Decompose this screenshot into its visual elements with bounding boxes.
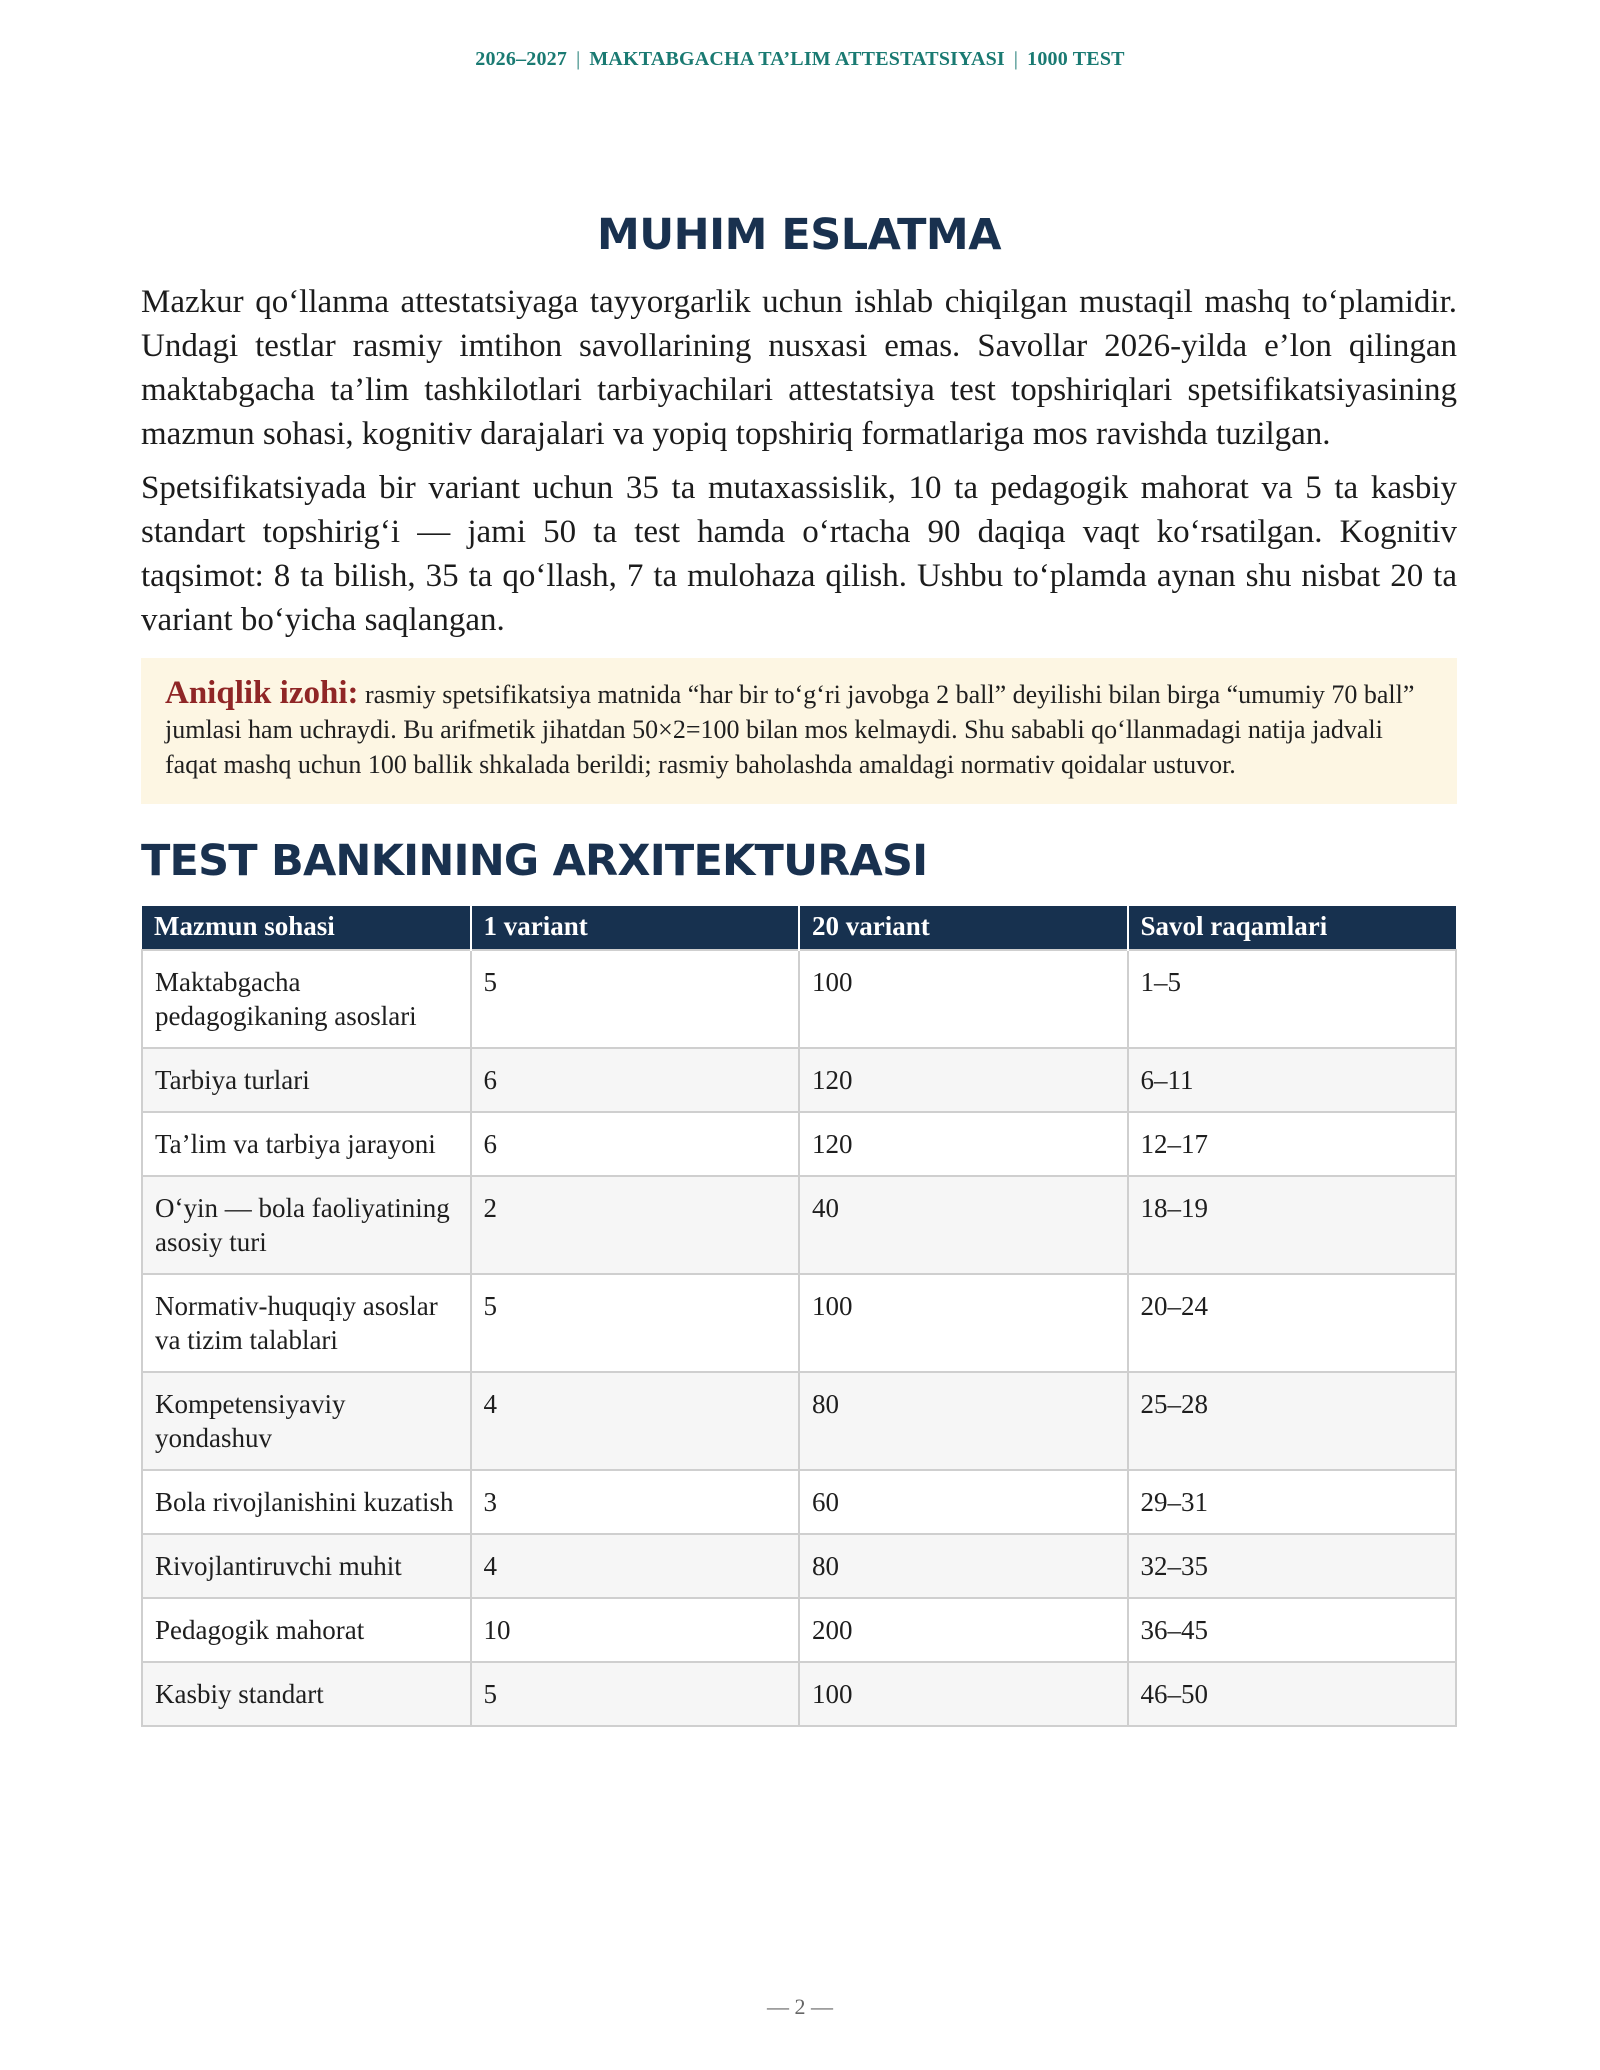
page-number: — 2 — — [767, 1994, 833, 2019]
cell-domain: Normativ-huquqiy asoslar va tizim talablari — [142, 1274, 471, 1372]
header-separator: | — [576, 48, 581, 70]
cell-domain: O‘yin — bola faoliyatining asosiy turi — [142, 1176, 471, 1274]
cell-question-numbers: 1–5 — [1128, 950, 1457, 1048]
cell-question-numbers: 6–11 — [1128, 1048, 1457, 1112]
cell-twenty-variants: 200 — [799, 1598, 1128, 1662]
cell-one-variant: 4 — [471, 1372, 800, 1470]
column-header-domain: Mazmun sohasi — [142, 906, 471, 950]
cell-one-variant: 2 — [471, 1176, 800, 1274]
column-header-question-numbers: Savol raqamlari — [1128, 906, 1457, 950]
cell-twenty-variants: 120 — [799, 1112, 1128, 1176]
cell-question-numbers: 32–35 — [1128, 1534, 1457, 1598]
cell-twenty-variants: 40 — [799, 1176, 1128, 1274]
cell-twenty-variants: 100 — [799, 1662, 1128, 1726]
header-title: MAKTABGACHA TA’LIM ATTESTATSIYASI — [589, 48, 1005, 70]
cell-twenty-variants: 80 — [799, 1534, 1128, 1598]
cell-domain: Pedagogik mahorat — [142, 1598, 471, 1662]
table-row — [142, 1048, 1456, 1112]
cell-twenty-variants: 80 — [799, 1372, 1128, 1470]
header-year: 2026–2027 — [475, 48, 568, 70]
cell-question-numbers: 46–50 — [1128, 1662, 1457, 1726]
cell-twenty-variants: 100 — [799, 950, 1128, 1048]
cell-one-variant: 5 — [471, 950, 800, 1048]
table-header-row — [142, 906, 1456, 950]
accuracy-note-label: Aniqlik izohi: — [165, 675, 359, 711]
cell-domain: Maktabgacha pedagogikaning asoslari — [142, 950, 471, 1048]
cell-twenty-variants: 100 — [799, 1274, 1128, 1372]
cell-question-numbers: 20–24 — [1128, 1274, 1457, 1372]
cell-one-variant: 4 — [471, 1534, 800, 1598]
section-title: TEST BANKINING ARXITEKTURASI — [141, 836, 928, 886]
cell-question-numbers: 36–45 — [1128, 1598, 1457, 1662]
cell-one-variant: 10 — [471, 1598, 800, 1662]
cell-domain: Tarbiya turlari — [142, 1048, 471, 1112]
table-row — [142, 950, 1456, 1048]
cell-one-variant: 5 — [471, 1662, 800, 1726]
cell-domain: Kasbiy standart — [142, 1662, 471, 1726]
accuracy-note-text: rasmiy spetsifikatsiya matnida “har bir to‘g‘ri javobga 2 ball” deyilishi bilan birga “umumiy 70 ball” jumlasi ham uchraydi. Bu arifmetik jihatdan 50×2=100 bilan mos kelmaydi. Shu sababli qo‘llanmadagi natija jadvali faqat mashq uchun 100 ballik shkalada berildi; rasmiy baholashda amaldagi normativ qoidalar ustuvor. — [165, 680, 1415, 779]
table-row — [142, 1598, 1456, 1662]
notice-paragraph: Spetsifikatsiyada bir variant uchun 35 ta mutaxassislik, 10 ta pedagogik mahorat va 5 ta kasbiy standart topshirig‘i — jami 50 ta test hamda o‘rtacha 90 daqiqa vaqt ko‘rsatilgan. Kognitiv taqsimot: 8 ta bilish, 35 ta qo‘llash, 7 ta mulohaza qilish. Ushbu to‘plamda aynan shu nisbat 20 ta variant bo‘yicha saqlangan. — [141, 470, 1457, 638]
cell-one-variant: 6 — [471, 1048, 800, 1112]
table-row — [142, 1372, 1456, 1470]
running-header — [0, 48, 1600, 71]
notice-title: MUHIM ESLATMA — [596, 210, 1002, 260]
cell-domain: Rivojlantiruvchi muhit — [142, 1534, 471, 1598]
column-header-twenty-variants: 20 variant — [799, 906, 1128, 950]
cell-question-numbers: 25–28 — [1128, 1372, 1457, 1470]
cell-domain: Bola rivojlanishini kuzatish — [142, 1470, 471, 1534]
table-row — [142, 1470, 1456, 1534]
cell-one-variant: 5 — [471, 1274, 800, 1372]
cell-question-numbers: 29–31 — [1128, 1470, 1457, 1534]
cell-twenty-variants: 60 — [799, 1470, 1128, 1534]
table-row — [142, 1112, 1456, 1176]
column-header-one-variant: 1 variant — [471, 906, 800, 950]
cell-one-variant: 3 — [471, 1470, 800, 1534]
header-separator: | — [1013, 48, 1019, 70]
table-row — [142, 1176, 1456, 1274]
cell-question-numbers: 18–19 — [1128, 1176, 1457, 1274]
table-row — [142, 1274, 1456, 1372]
table-row — [142, 1662, 1456, 1726]
page-content — [141, 210, 1457, 1727]
header-count: 1000 TEST — [1027, 48, 1125, 70]
notice-paragraph: Mazkur qo‘llanma attestatsiyaga tayyorgarlik uchun ishlab chiqilgan mustaqil mashq to‘plamidir. Undagi testlar rasmiy imtihon savollarining nusxasi emas. Savollar 2026-yilda e’lon qilingan maktabgacha ta’lim tashkilotlari tarbiyachilari attestatsiya test topshiriqlari spetsifikatsiyasining mazmun sohasi, kognitiv darajalari va yopiq topshiriq formatlariga mos ravishda tuzilgan. — [141, 284, 1457, 452]
cell-twenty-variants: 120 — [799, 1048, 1128, 1112]
cell-domain: Ta’lim va tarbiya jarayoni — [142, 1112, 471, 1176]
cell-question-numbers: 12–17 — [1128, 1112, 1457, 1176]
accuracy-note-box — [141, 658, 1457, 804]
architecture-table — [141, 906, 1457, 1727]
table-row — [142, 1534, 1456, 1598]
cell-domain: Kompetensiyaviy yondashuv — [142, 1372, 471, 1470]
cell-one-variant: 6 — [471, 1112, 800, 1176]
